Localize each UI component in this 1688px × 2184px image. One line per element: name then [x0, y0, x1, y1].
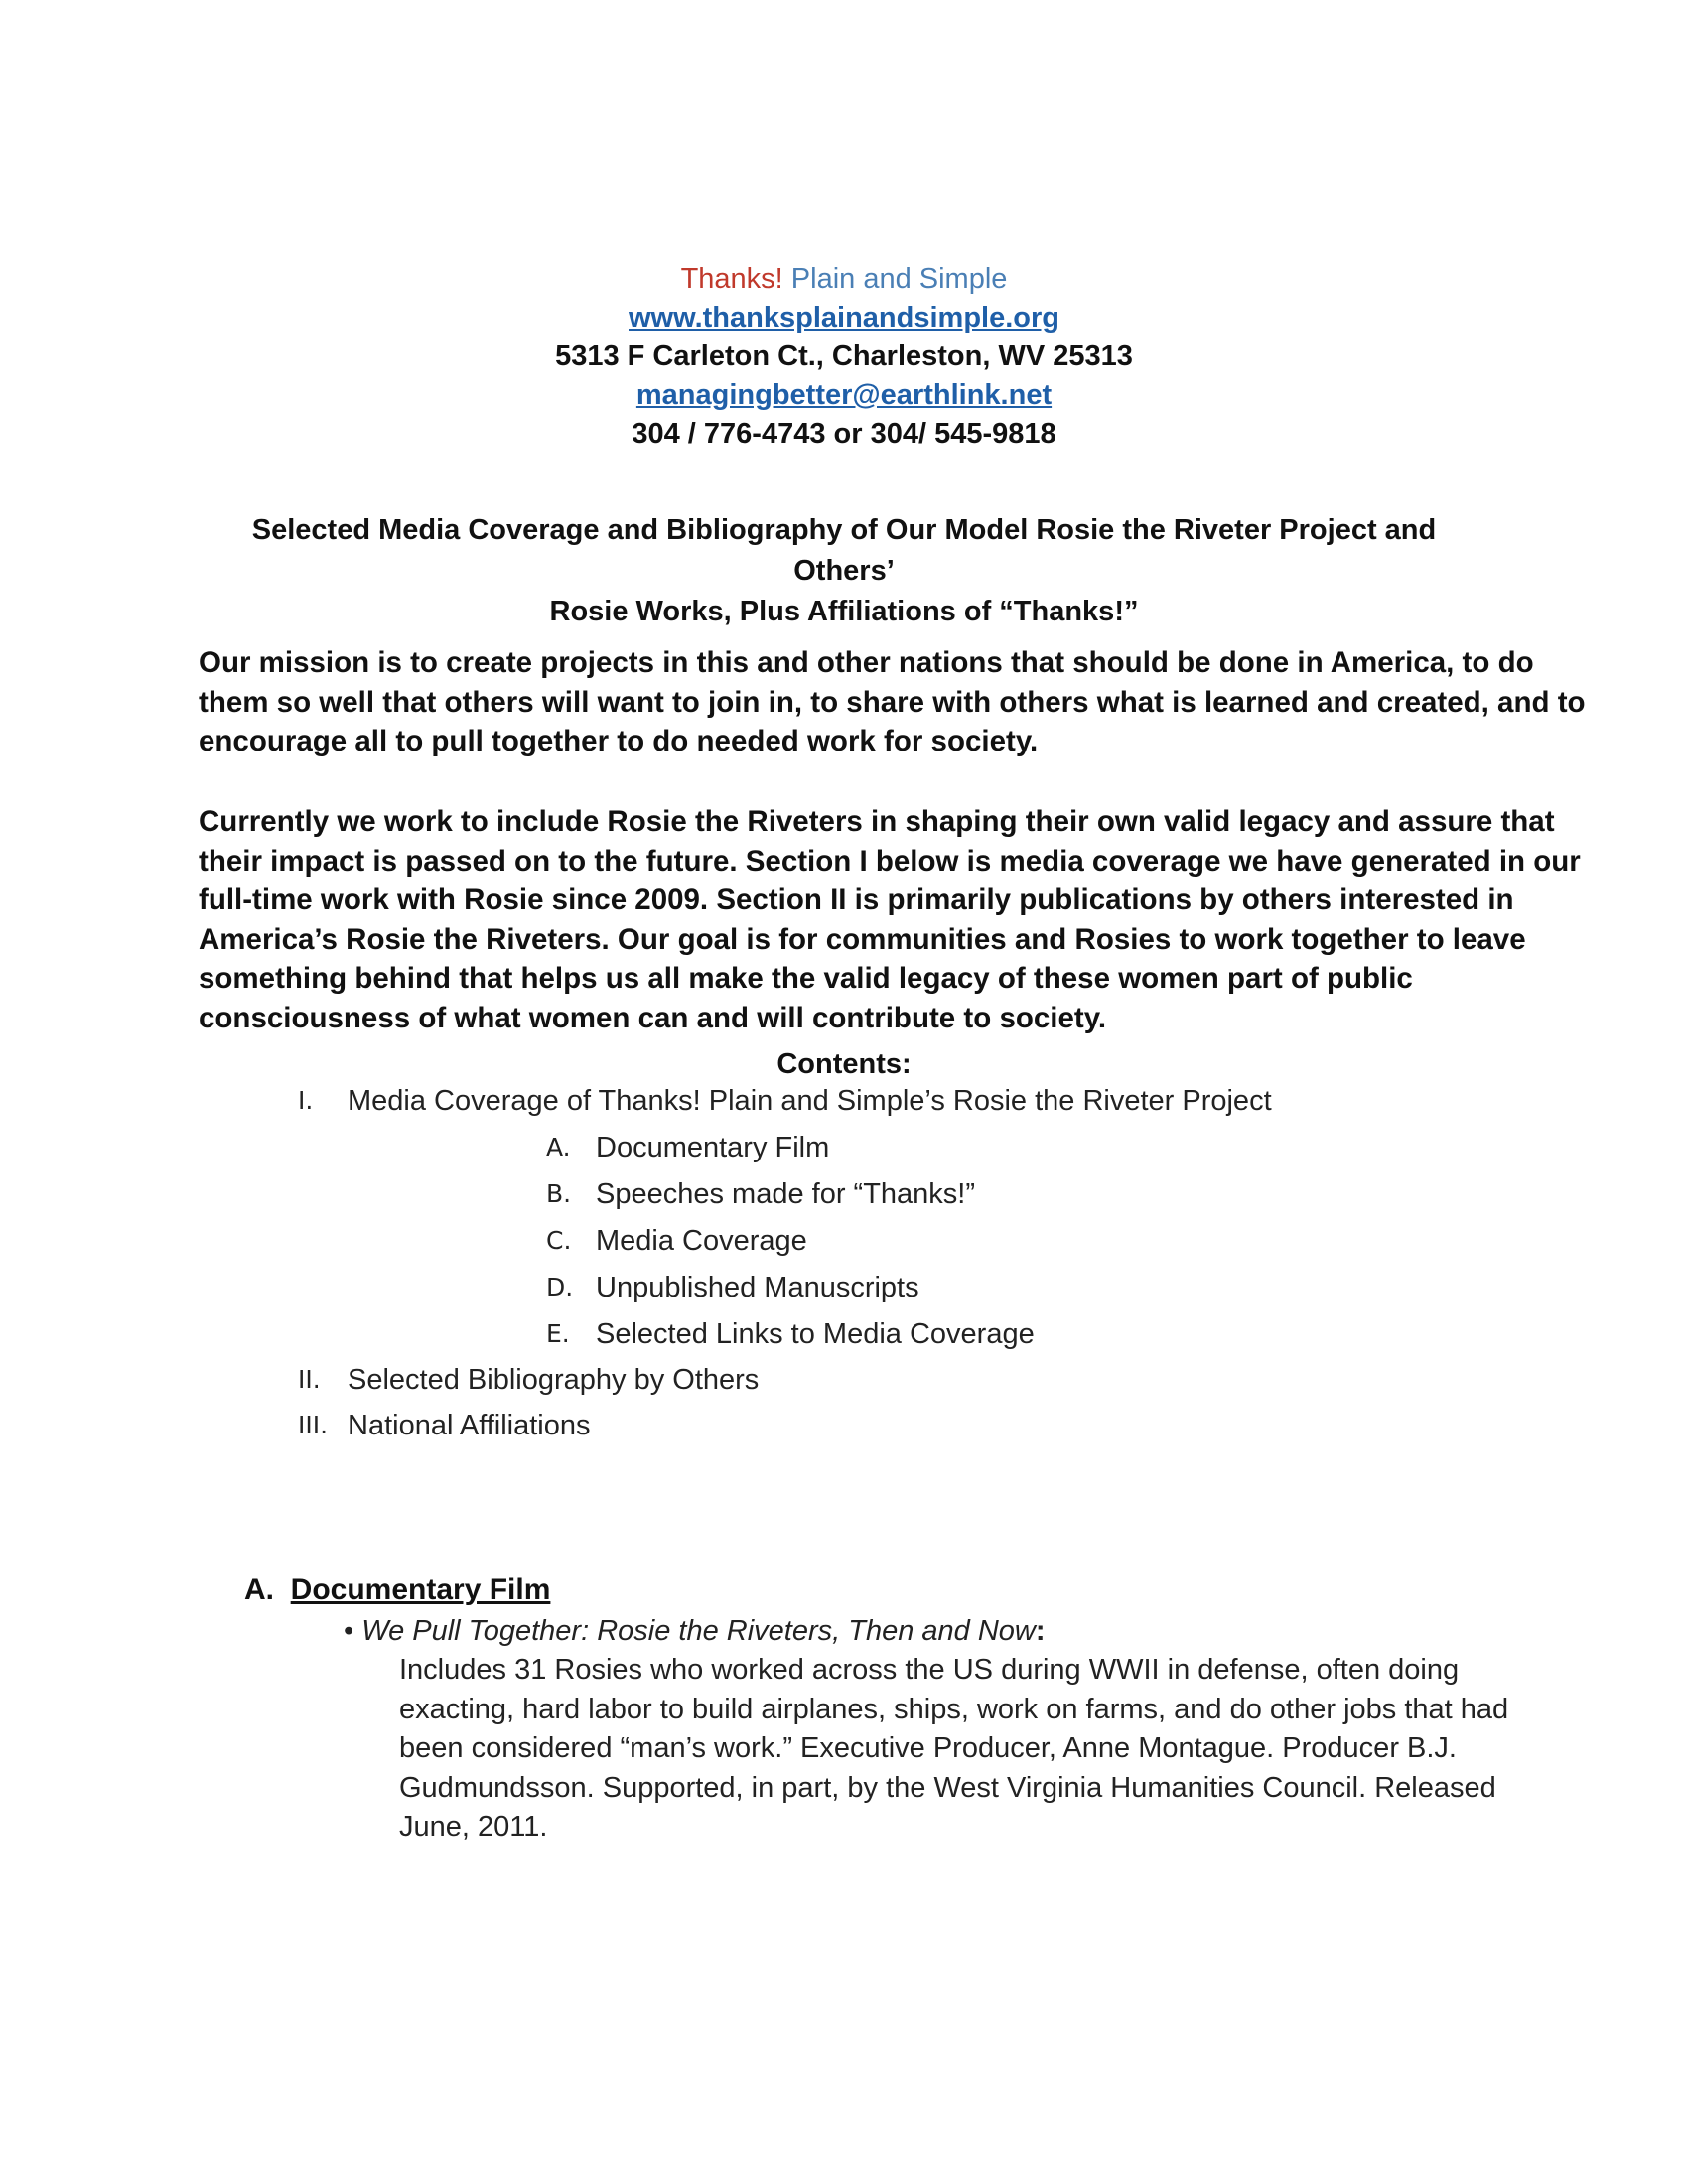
org-name — [0, 260, 1688, 299]
org-name-thanks: Thanks! — [680, 263, 783, 295]
film-title-colon: : — [1035, 1615, 1046, 1647]
document-title-line-2: Rosie Works, Plus Affiliations of “Thanks!” — [549, 596, 1139, 627]
toc-number: C. — [546, 1226, 572, 1255]
toc-number: II. — [298, 1365, 321, 1394]
mission-paragraph — [199, 643, 1586, 761]
toc-label: Documentary Film — [596, 1132, 830, 1163]
email-link[interactable]: managingbetter@earthlink.net — [635, 379, 1053, 411]
toc-label: Media Coverage — [596, 1225, 807, 1257]
toc-label: Selected Bibliography by Others — [348, 1364, 760, 1396]
film-title: We Pull Together: Rosie the Riveters, Then and Now — [361, 1615, 1036, 1647]
current-work-line: consciousness of what women can and will contribute to society. — [199, 1001, 1107, 1034]
contents-heading: Contents: — [776, 1048, 912, 1080]
org-name-rest: Plain and Simple — [782, 263, 1008, 295]
toc-label: Speeches made for “Thanks!” — [596, 1178, 976, 1210]
film-description-line: exacting, hard labor to build airplanes, ships, work on farms, and do other jobs that had — [399, 1693, 1509, 1725]
toc-number: III. — [298, 1411, 329, 1439]
toc-number: D. — [546, 1273, 574, 1301]
film-description-line: been considered “man’s work.” Executive Producer, Anne Montague. Producer B.J. — [399, 1732, 1457, 1764]
document-title-line-1: Selected Media Coverage and Bibliography of Our Model Rosie the Riveter Project and Others’ — [251, 514, 1437, 587]
toc-number: E. — [546, 1319, 570, 1348]
mission-line: Our mission is to create projects in this and other nations that should be done in America, to do — [199, 646, 1534, 679]
current-work-line: Currently we work to include Rosie the Riveters in shaping their own valid legacy and assure that — [199, 805, 1555, 838]
address: 5313 F Carleton Ct., Charleston, WV 25313 — [555, 341, 1133, 372]
toc-number: A. — [546, 1133, 571, 1161]
film-description-line: Includes 31 Rosies who worked across the US during WWII in defense, often doing — [399, 1654, 1460, 1686]
current-work-line: something behind that helps us all make the valid legacy of these women part of public — [199, 962, 1413, 995]
phone-numbers: 304 / 776-4743 or 304/ 545-9818 — [632, 418, 1056, 450]
toc-number: B. — [546, 1179, 572, 1208]
current-work-line: America’s Rosie the Riveters. Our goal is for communities and Rosies to work together to leave — [199, 922, 1526, 956]
toc-label: Selected Links to Media Coverage — [596, 1318, 1035, 1350]
mission-line: them so well that others will want to join in, to share with others what is learned and created, and to — [199, 685, 1586, 719]
toc-label: Media Coverage of Thanks! Plain and Simple’s Rosie the Riveter Project — [348, 1085, 1272, 1117]
current-work-line: full-time work with Rosie since 2009. Section II is primarily publications by others interested in — [199, 884, 1514, 916]
section-a-title: Documentary Film — [290, 1573, 551, 1606]
film-entry-title — [344, 1611, 1046, 1651]
section-a-heading — [244, 1570, 550, 1610]
bullet: • — [344, 1615, 354, 1647]
website-link[interactable]: www.thanksplainandsimple.org — [629, 302, 1059, 334]
toc-number: I. — [298, 1086, 314, 1115]
film-description-line: June, 2011. — [399, 1811, 548, 1843]
current-work-paragraph — [199, 802, 1581, 1037]
letterhead — [0, 260, 1688, 454]
current-work-line: their impact is passed on to the future. Section I below is media coverage we have generated in our — [199, 844, 1581, 878]
film-description — [399, 1651, 1511, 1847]
toc-label: Unpublished Manuscripts — [596, 1272, 919, 1303]
section-a-letter: A. — [244, 1573, 274, 1606]
toc-label: National Affiliations — [348, 1410, 591, 1441]
film-description-line: Gudmundsson. Supported, in part, by the West Virginia Humanities Council. Released — [399, 1771, 1496, 1804]
document-title — [199, 510, 1489, 632]
mission-line: encourage all to pull together to do needed work for society. — [199, 725, 1039, 757]
